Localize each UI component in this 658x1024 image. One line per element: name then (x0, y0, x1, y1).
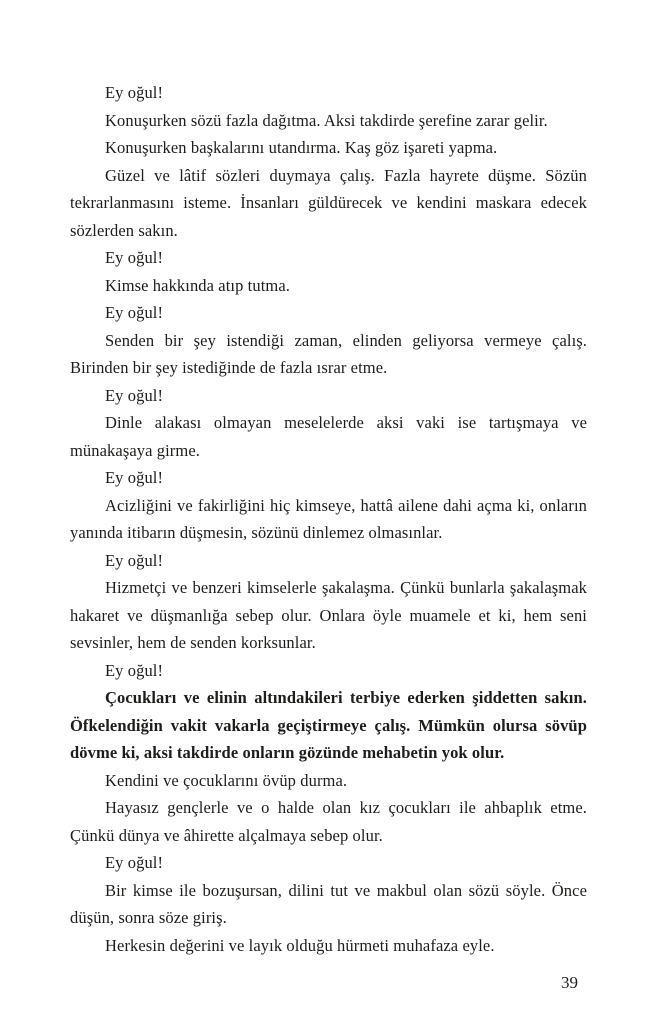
vocative-line: Ey oğul! (105, 385, 164, 405)
body-paragraph: Güzel ve lâtif sözleri duymaya çalış. Fazla hayrete düşme. Sözün tekrarlanmasını isteme. İnsanları güldürecek ve kendini maskara edecek sözlerden sakın. (70, 165, 587, 240)
vocative-line: Ey oğul! (105, 248, 164, 267)
body-paragraph: Kendini ve çocuklarını övüp durma. (105, 770, 348, 790)
body-paragraph: Acizliğini ve fakirliğini hiç kimseye, hattâ ailene dahi açma ki, onların yanında itibarın düşmesin, sözünü dinlemez olmasınlar. (70, 495, 587, 542)
body-paragraph: Konuşurken sözü fazla dağıtma. Aksi takdirde şerefine zarar gelir. (105, 110, 548, 130)
body-paragraph: Senden bir şey istendiği zaman, elinden geliyorsa vermeye çalış. Birinden bir şey istediğinde de fazla ısrar etme. (70, 330, 587, 377)
vocative-line: Ey oğul! (105, 303, 164, 322)
body-paragraph: Bir kimse ile bozuşursan, dilini tut ve makbul olan sözü söyle. Önce düşün, sonra söze giriş. (70, 880, 587, 927)
body-paragraph: Herkesin değerini ve layık olduğu hürmeti muhafaza eyle. (105, 935, 495, 955)
body-paragraph: Hizmetçi ve benzeri kimselerle şakalaşma. Çünkü bunlarla şakalaşmak hakaret ve düşmanlığa sebep olur. Onlara öyle muamele et ki, hem seni sevsinler, hem de senden korksunlar. (70, 578, 587, 652)
body-paragraph-bold: Çocukları ve elinin altındakileri terbiye ederken şiddetten sakın. Öfkelendiğin vakit vakarla geçiştirmeye çalış. Mümkün olursa sövüp dövme ki, aksi takdirde onların gözünde mehabetin yok olur. (70, 688, 587, 762)
text-block (70, 79, 587, 997)
vocative-line: Ey oğul! (105, 853, 164, 872)
body-paragraph: Dinle alakası olmayan meselelerde aksi vaki ise tartışmaya ve münakaşaya girme. (70, 413, 587, 460)
body-paragraph: Konuşurken başkalarını utandırma. Kaş göz işareti yapma. (105, 138, 498, 157)
body-paragraph: Kimse hakkında atıp tutma. (105, 275, 290, 295)
body-paragraph: Hayasız gençlerle ve o halde olan kız çocukları ile ahbaplık etme. Çünkü dünya ve âhirette alçalmaya sebep olur. (70, 798, 587, 845)
page-number: 39 (561, 973, 578, 992)
vocative-line: Ey oğul! (105, 660, 164, 680)
vocative-line: Ey oğul! (105, 550, 164, 570)
vocative-line: Ey oğul! (105, 83, 164, 102)
vocative-line: Ey oğul! (105, 468, 164, 487)
